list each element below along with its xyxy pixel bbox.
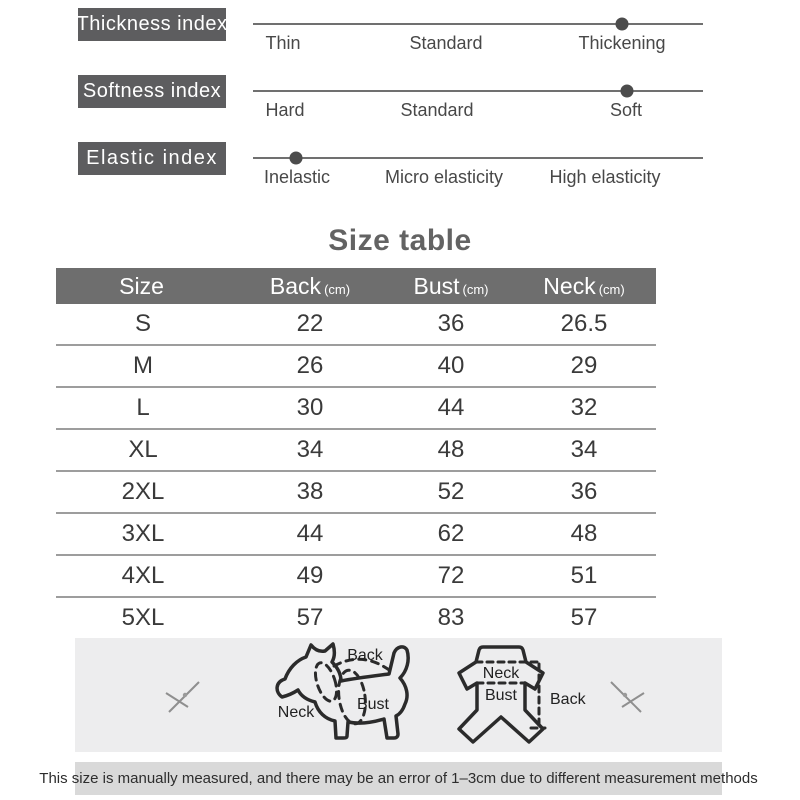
softness-index-label: Softness index <box>78 75 226 108</box>
column-header-neck: Neck (cm) <box>543 272 625 299</box>
table-row <box>56 388 656 430</box>
elastic-slider-track <box>253 157 703 159</box>
cell-bust: 62 <box>437 520 465 547</box>
thickness-slider-track <box>253 23 703 25</box>
dog-neck-label: Neck <box>277 704 315 721</box>
cell-bust: 72 <box>437 562 465 589</box>
column-header-back: Back (cm) <box>269 272 351 299</box>
softness-scale-standard: Standard <box>400 100 474 120</box>
garment-back-label: Back <box>550 691 586 708</box>
elastic-slider-dot <box>289 152 302 165</box>
cell-bust: 48 <box>437 436 465 463</box>
elastic-scale-high: High elasticity <box>549 167 661 187</box>
thickness-scale-thin: Thin <box>265 33 301 53</box>
cell-neck: 34 <box>570 436 598 463</box>
softness-scale-hard: Hard <box>265 100 305 120</box>
column-header-size: Size <box>119 272 164 299</box>
cell-back: 34 <box>296 436 324 463</box>
cell-back: 44 <box>296 520 324 547</box>
decorative-sparkle-left-icon <box>161 676 205 720</box>
garment-bust-label: Bust <box>484 687 518 704</box>
cell-back: 30 <box>296 394 324 421</box>
fabric-index-section <box>0 0 800 200</box>
measurement-disclaimer: This size is manually measured, and there may be an error of 1–3cm due to different measurement methods <box>75 762 722 795</box>
elastic-scale-inelastic: Inelastic <box>263 167 331 187</box>
cell-neck: 29 <box>570 352 598 379</box>
softness-index-row <box>0 75 800 137</box>
garment-measurement-diagram <box>443 642 593 750</box>
table-row <box>56 598 656 638</box>
size-table-title: Size table <box>328 224 472 257</box>
table-row <box>56 346 656 388</box>
cell-size: 5XL <box>121 604 165 631</box>
cell-size: 2XL <box>121 478 165 505</box>
thickness-slider-dot <box>616 18 629 31</box>
cell-size: M <box>133 352 153 379</box>
cell-bust: 83 <box>437 604 465 631</box>
cell-size: 4XL <box>121 562 165 589</box>
cell-bust: 36 <box>437 310 465 337</box>
cell-back: 38 <box>296 478 324 505</box>
thickness-index-row <box>0 8 800 70</box>
softness-slider-track <box>253 90 703 92</box>
garment-neck-label: Neck <box>482 665 520 682</box>
cell-bust: 40 <box>437 352 465 379</box>
cell-back: 26 <box>296 352 324 379</box>
softness-scale-soft: Soft <box>609 100 643 120</box>
size-table-header <box>56 268 656 304</box>
dog-bust-label: Bust <box>356 696 390 713</box>
cell-neck: 57 <box>570 604 598 631</box>
decorative-sparkle-right-icon <box>605 676 649 720</box>
cell-size: L <box>136 394 150 421</box>
cell-size: S <box>134 310 151 337</box>
table-row <box>56 430 656 472</box>
elastic-scale-micro: Micro elasticity <box>384 167 504 187</box>
table-row <box>56 472 656 514</box>
cell-neck: 32 <box>570 394 598 421</box>
measurement-diagram-panel <box>75 638 722 752</box>
dog-back-label: Back <box>347 647 383 664</box>
cell-back: 57 <box>296 604 324 631</box>
size-table <box>56 268 656 638</box>
thickness-index-label: Thickness index <box>78 8 226 41</box>
elastic-index-row <box>0 142 800 204</box>
dog-measurement-diagram <box>268 640 450 752</box>
cell-neck: 48 <box>570 520 598 547</box>
cell-neck: 26.5 <box>560 310 608 337</box>
softness-slider-dot <box>620 85 633 98</box>
table-row <box>56 556 656 598</box>
cell-back: 49 <box>296 562 324 589</box>
thickness-scale-standard: Standard <box>409 33 483 53</box>
cell-neck: 51 <box>570 562 598 589</box>
elastic-index-label: Elastic index <box>78 142 226 175</box>
cell-bust: 52 <box>437 478 465 505</box>
cell-bust: 44 <box>437 394 465 421</box>
table-row <box>56 304 656 346</box>
cell-back: 22 <box>296 310 324 337</box>
cell-neck: 36 <box>570 478 598 505</box>
table-row <box>56 514 656 556</box>
thickness-scale-thickening: Thickening <box>578 33 666 53</box>
cell-size: XL <box>128 436 158 463</box>
cell-size: 3XL <box>121 520 165 547</box>
column-header-bust: Bust (cm) <box>413 272 489 299</box>
